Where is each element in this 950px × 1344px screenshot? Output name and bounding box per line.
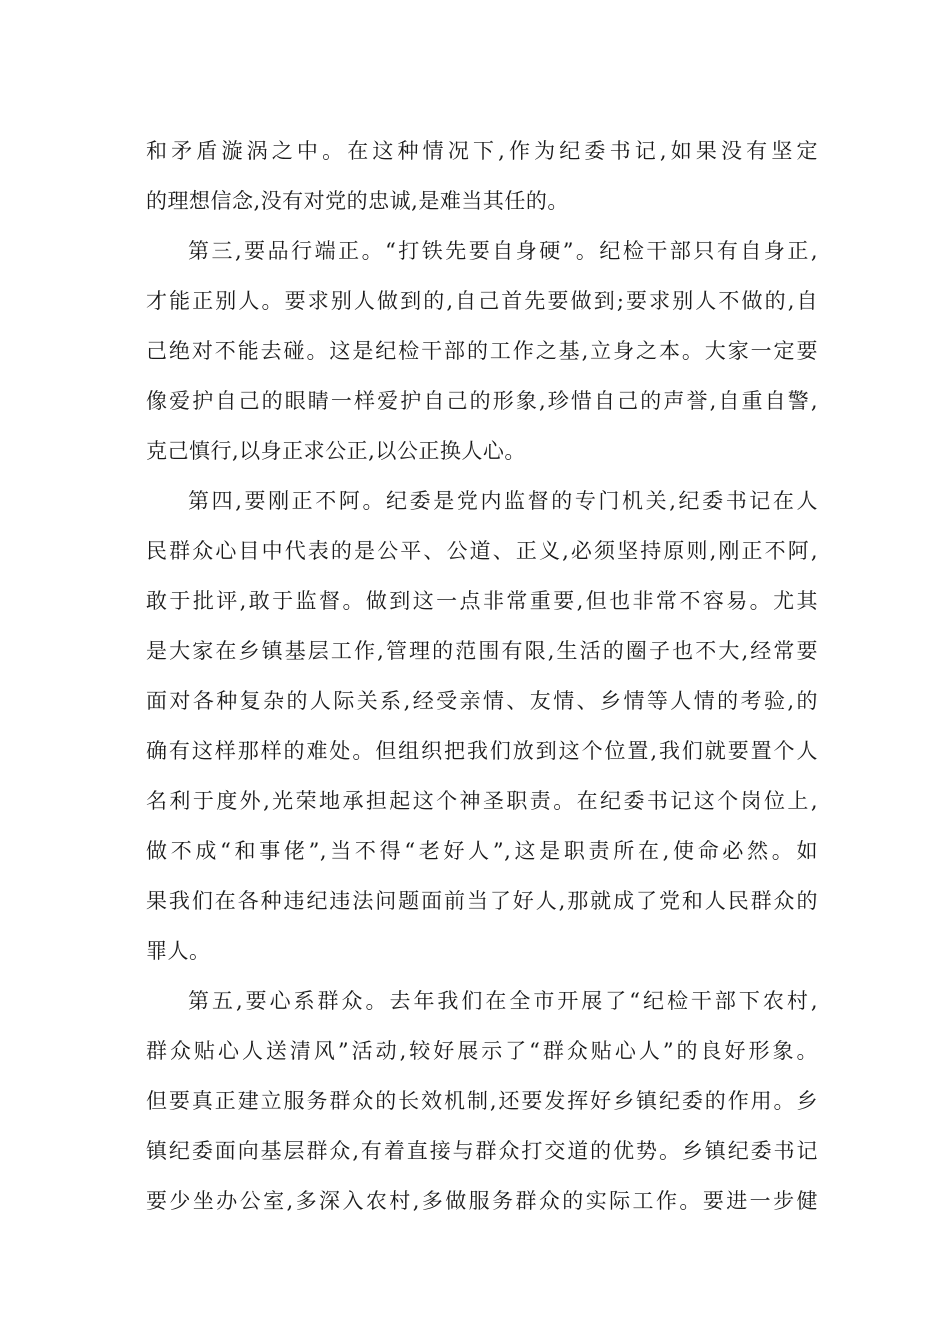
text-line: 罪人。: [146, 939, 211, 963]
text-line: 第四,要刚正不阿。纪委是党内监督的专门机关,纪委书记在人: [188, 489, 818, 513]
text-line: 是大家在乡镇基层工作,管理的范围有限,生活的圈子也不大,经常要: [146, 639, 818, 663]
text-line: 己绝对不能去碰。这是纪检干部的工作之基,立身之本。大家一定要: [146, 339, 818, 363]
text-line: 民群众心目中代表的是公平、公道、正义,必须坚持原则,刚正不阿,: [146, 539, 818, 563]
text-line: 确有这样那样的难处。但组织把我们放到这个位置,我们就要置个人: [146, 739, 818, 763]
text-line: 果我们在各种违纪违法问题面前当了好人,那就成了党和人民群众的: [146, 889, 818, 913]
text-line: 敢于批评,敢于监督。做到这一点非常重要,但也非常不容易。尤其: [146, 589, 818, 613]
text-line: 第三,要品行端正。“打铁先要自身硬”。纪检干部只有自身正,: [188, 239, 818, 263]
text-line: 才能正别人。要求别人做到的,自己首先要做到;要求别人不做的,自: [146, 289, 818, 313]
paragraph-4: [146, 976, 818, 1226]
text-line: 要少坐办公室,多深入农村,多做服务群众的实际工作。要进一步健: [146, 1189, 818, 1213]
text-line: 镇纪委面向基层群众,有着直接与群众打交道的优势。乡镇纪委书记: [146, 1139, 818, 1163]
text-line: 和矛盾漩涡之中。在这种情况下,作为纪委书记,如果没有坚定: [146, 139, 818, 163]
text-line: 的理想信念,没有对党的忠诚,是难当其任的。: [146, 189, 569, 213]
text-line: 第五,要心系群众。去年我们在全市开展了“纪检干部下农村,: [188, 989, 818, 1013]
text-line: 群众贴心人送清风”活动,较好展示了“群众贴心人”的良好形象。: [146, 1039, 818, 1063]
paragraph-3: [146, 476, 818, 976]
text-line: 但要真正建立服务群众的长效机制,还要发挥好乡镇纪委的作用。乡: [146, 1089, 818, 1113]
text-line: 名利于度外,光荣地承担起这个神圣职责。在纪委书记这个岗位上,: [146, 789, 818, 813]
paragraph-2: [146, 226, 818, 476]
text-line: 面对各种复杂的人际关系,经受亲情、友情、乡情等人情的考验,的: [146, 689, 818, 713]
document-body: [146, 126, 818, 1226]
text-line: 像爱护自己的眼睛一样爱护自己的形象,珍惜自己的声誉,自重自警,: [146, 389, 818, 413]
text-line: 做不成“和事佬”,当不得“老好人”,这是职责所在,使命必然。如: [146, 839, 818, 863]
text-line: 克己慎行,以身正求公正,以公正换人心。: [146, 439, 526, 463]
paragraph-1: [146, 126, 818, 226]
